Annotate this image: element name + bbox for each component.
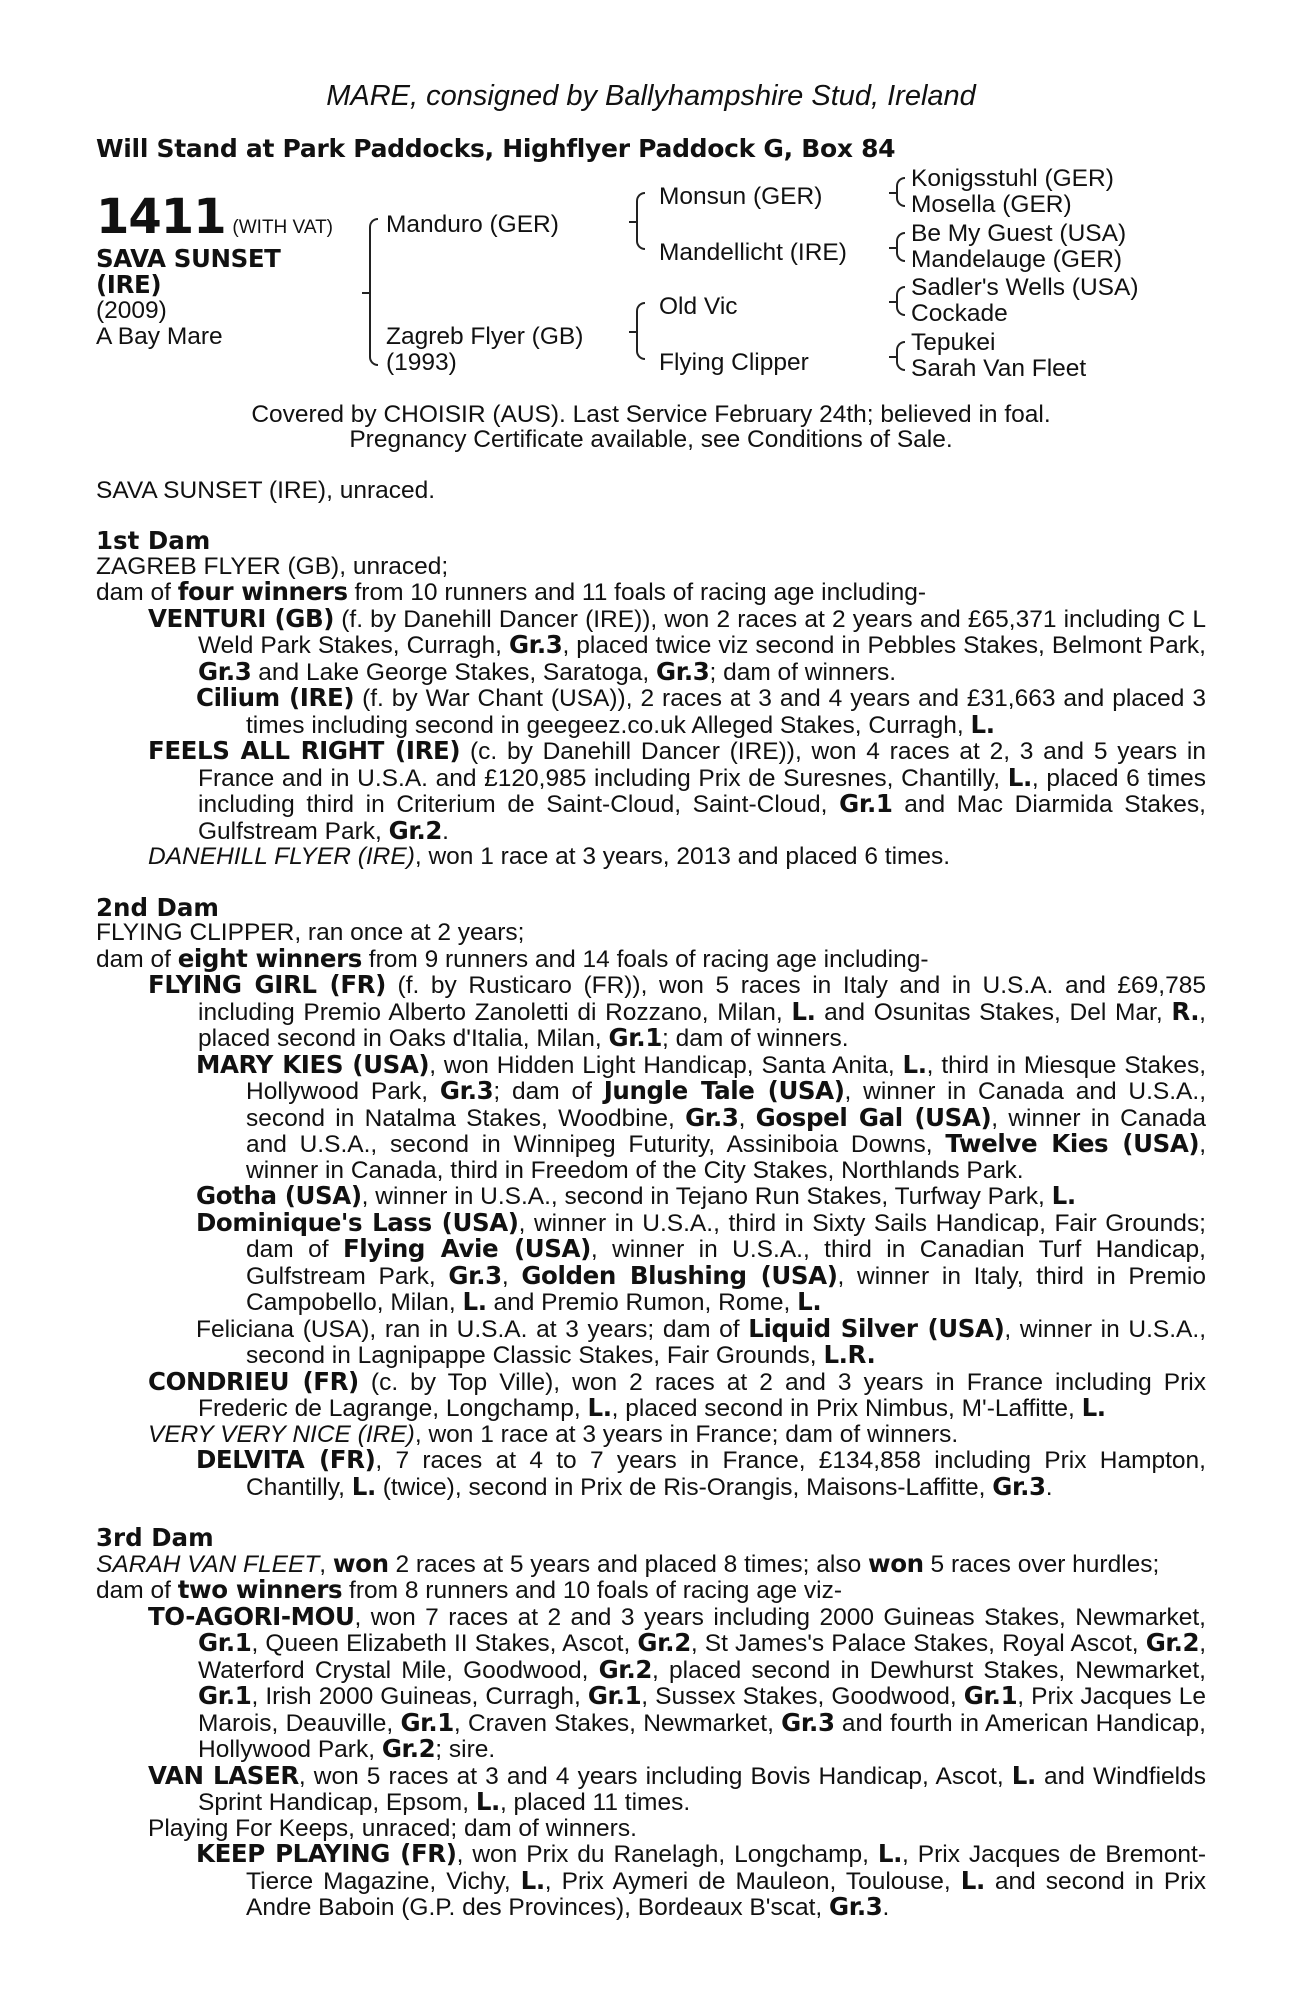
- progeny-delvita: DELVITA (FR), 7 races at 4 to 7 years in France, £134,858 including Prix Hampton, Chantilly, L. (twice), second in Prix de Ris-Orangis, Maisons-Laffitte, Gr.3.: [196, 1445, 1206, 1501]
- pedigree-brace: [636, 192, 645, 250]
- third-dam-line: SARAH VAN FLEET, won 2 races at 5 years and placed 8 times; also won 5 races over hurdles;: [96, 1548, 1160, 1578]
- catalogue-page: [96, 78, 1206, 1921]
- pedigree-gen3-5: Sadler's Wells (USA): [911, 273, 1139, 301]
- third-dam-section: [96, 1525, 1206, 1921]
- pedigree-sire: Manduro (GER): [386, 210, 559, 238]
- progeny-condrieu: CONDRIEU (FR) (c. by Top Ville), won 2 races at 2 and 3 years in France including Prix Frederic de Lagrange, Longchamp, L., placed second in Prix Nimbus, M'-Laffitte, L.: [148, 1366, 1206, 1422]
- pedigree-gen3-3: Be My Guest (USA): [911, 219, 1127, 247]
- second-dam-summary: dam of eight winners from 9 runners and 14 foals of racing age including-: [96, 943, 929, 973]
- pedigree-table: [96, 164, 1206, 402]
- third-dam-summary: dam of two winners from 8 runners and 10 foals of racing age viz-: [96, 1575, 843, 1604]
- third-dam-heading: 3rd Dam: [96, 1523, 214, 1552]
- lot-number-row: [96, 188, 334, 245]
- pedigree-brace: [896, 232, 905, 262]
- progeny-flying-girl: FLYING GIRL (FR) (f. by Rusticaro (FR)), won 5 races in Italy and in U.S.A. and £69,785 including Premio Alberto Zanoletti di Rozzano, Milan, L. and Osunitas Stakes, Del Mar, R., placed second in Oaks d'Italia, Milan, Gr.1; dam of winners.: [148, 970, 1206, 1052]
- second-dam-line: FLYING CLIPPER, ran once at 2 years;: [96, 919, 525, 946]
- pedigree-brace: [636, 302, 645, 360]
- pedigree-gen3-1: Konigsstuhl (GER): [911, 164, 1114, 192]
- intro-line: SAVA SUNSET (IRE), unraced.: [96, 476, 436, 504]
- progeny-danehill-flyer: DANEHILL FLYER (IRE), won 1 race at 3 years, 2013 and placed 6 times.: [148, 843, 951, 870]
- pregnancy-certificate-line: Pregnancy Certificate available, see Conditions of Sale.: [349, 426, 953, 453]
- pedigree-brace: [896, 177, 905, 207]
- pedigree-gen3-4: Mandelauge (GER): [911, 245, 1123, 273]
- pedigree-dam-dam: Flying Clipper: [659, 348, 809, 376]
- horse-description: A Bay Mare: [96, 322, 223, 350]
- first-dam-summary: dam of four winners from 10 runners and 11 foals of racing age including-: [96, 577, 927, 606]
- first-dam-heading: 1st Dam: [96, 526, 211, 555]
- pedigree-dam-year: (1993): [386, 348, 457, 376]
- progeny-playing-for-keeps: Playing For Keeps, unraced; dam of winners.: [148, 1814, 637, 1842]
- second-dam-section: [96, 892, 1207, 1501]
- second-dam-heading: 2nd Dam: [96, 892, 219, 922]
- pedigree-dam-sire: Old Vic: [659, 292, 738, 320]
- progeny-keep-playing: KEEP PLAYING (FR), won Prix du Ranelagh, Longchamp, L., Prix Jacques de Bremont-Tierce Magazine, Vichy, L., Prix Aymeri de Mauleon, Toulouse, L. and second in Prix Andre Baboin (G.P. des Provinces), Bordeaux B'scat, Gr.3.: [196, 1839, 1207, 1921]
- lot-number: 1411: [96, 188, 226, 245]
- progeny-cilium: Cilium (IRE) (f. by War Chant (USA)), 2 races at 3 and 4 years and £31,663 and placed 3 times including second in geegeez.co.uk Alleged Stakes, Curragh, L.: [196, 683, 1206, 739]
- pedigree-brace: [896, 286, 905, 316]
- first-dam-line: ZAGREB FLYER (GB), unraced;: [96, 552, 449, 580]
- progeny-feels-all-right: FEELS ALL RIGHT (IRE) (c. by Danehill Dancer (IRE)), won 4 races at 2, 3 and 5 years in France and in U.S.A. and £120,985 including Prix de Suresnes, Chantilly, L., placed 6 times including third in Criterium de Saint-Cloud, Saint-Cloud, Gr.1 and Mac Diarmida Stakes, Gulfstream Park, Gr.2.: [148, 736, 1207, 845]
- horse-country: (IRE): [96, 269, 162, 299]
- pedigree-gen3-6: Cockade: [911, 299, 1008, 327]
- progeny-very-very-nice: VERY VERY NICE (IRE), won 1 race at 3 years in France; dam of winners.: [148, 1420, 959, 1448]
- progeny-to-agori-mou: TO-AGORI-MOU, won 7 races at 2 and 3 years including 2000 Guineas Stakes, Newmarket, Gr.1, Queen Elizabeth II Stakes, Ascot, Gr.2, St James's Palace Stakes, Royal Ascot, Gr.2, Waterford Crystal Mile, Goodwood, Gr.2, placed second in Dewhurst Stakes, Newmarket, Gr.1, Irish 2000 Guineas, Curragh, Gr.1, Sussex Stakes, Goodwood, Gr.1, Prix Jacques Le Marois, Deauville, Gr.1, Craven Stakes, Newmarket, Gr.3 and fourth in American Handicap, Hollywood Park, Gr.2; sire.: [148, 1601, 1206, 1763]
- pedigree-brace: [896, 341, 905, 371]
- progeny-feliciana: Feliciana (USA), ran in U.S.A. at 3 years; dam of Liquid Silver (USA), winner in U.S.A., second in Lagnipappe Classic Stakes, Fair Grounds, L.R.: [196, 1313, 1207, 1369]
- vat-note: (WITH VAT): [232, 216, 334, 238]
- pedigree-gen3-2: Mosella (GER): [911, 190, 1072, 218]
- progeny-venturi: VENTURI (GB) (f. by Danehill Dancer (IRE)), won 2 races at 2 years and £65,371 including C L Weld Park Stakes, Curragh, Gr.3, placed twice viz second in Pebbles Stakes, Belmont Park, Gr.3 and Lake George Stakes, Saratoga, Gr.3; dam of winners.: [148, 603, 1206, 686]
- progeny-mary-kies: MARY KIES (USA), won Hidden Light Handicap, Santa Anita, L., third in Miesque Stakes, Hollywood Park, Gr.3; dam of Jungle Tale (USA), winner in Canada and U.S.A., second in Natalma Stakes, Woodbine, Gr.3, Gospel Gal (USA), winner in Canada and U.S.A., second in Winnipeg Futurity, Assiniboia Downs, Twelve Kies (USA), winner in Canada, third in Freedom of the City Stakes, Northlands Park.: [196, 1049, 1207, 1184]
- covering-note: [96, 402, 1206, 453]
- pedigree-gen3-7: Tepukei: [911, 328, 996, 356]
- pedigree-sire-dam: Mandellicht (IRE): [659, 238, 847, 266]
- progeny-van-laser: VAN LASER, won 5 races at 3 and 4 years including Bovis Handicap, Ascot, L. and Windfields Sprint Handicap, Epsom, L., placed 11 times.: [148, 1760, 1206, 1816]
- foaling-year: (2009): [96, 296, 167, 324]
- progeny-gotha: Gotha (USA), winner in U.S.A., second in Tejano Run Stakes, Turfway Park, L.: [196, 1181, 1076, 1210]
- stand-location: Will Stand at Park Paddocks, Highflyer Paddock G, Box 84: [96, 134, 896, 163]
- horse-name: SAVA SUNSET: [96, 243, 281, 273]
- covered-by-line: Covered by CHOISIR (AUS). Last Service February 24th; believed in foal.: [251, 400, 1051, 428]
- first-dam-section: [96, 528, 1206, 870]
- pedigree-dam: Zagreb Flyer (GB): [386, 322, 584, 350]
- progeny-dominiques-lass: Dominique's Lass (USA), winner in U.S.A., third in Sixty Sails Handicap, Fair Grounds; dam of Flying Avie (USA), winner in U.S.A., third in Canadian Turf Handicap, Gulfstream Park, Gr.3, Golden Blushing (USA), winner in Italy, third in Premio Campobello, Milan, L. and Premio Rumon, Rome, L.: [196, 1207, 1206, 1316]
- pedigree-brace: [369, 218, 378, 366]
- pedigree-sire-sire: Monsun (GER): [659, 182, 823, 210]
- pedigree-gen3-8: Sarah Van Fleet: [911, 354, 1087, 382]
- consignor-line: MARE, consigned by Ballyhampshire Stud, Ireland: [326, 80, 976, 112]
